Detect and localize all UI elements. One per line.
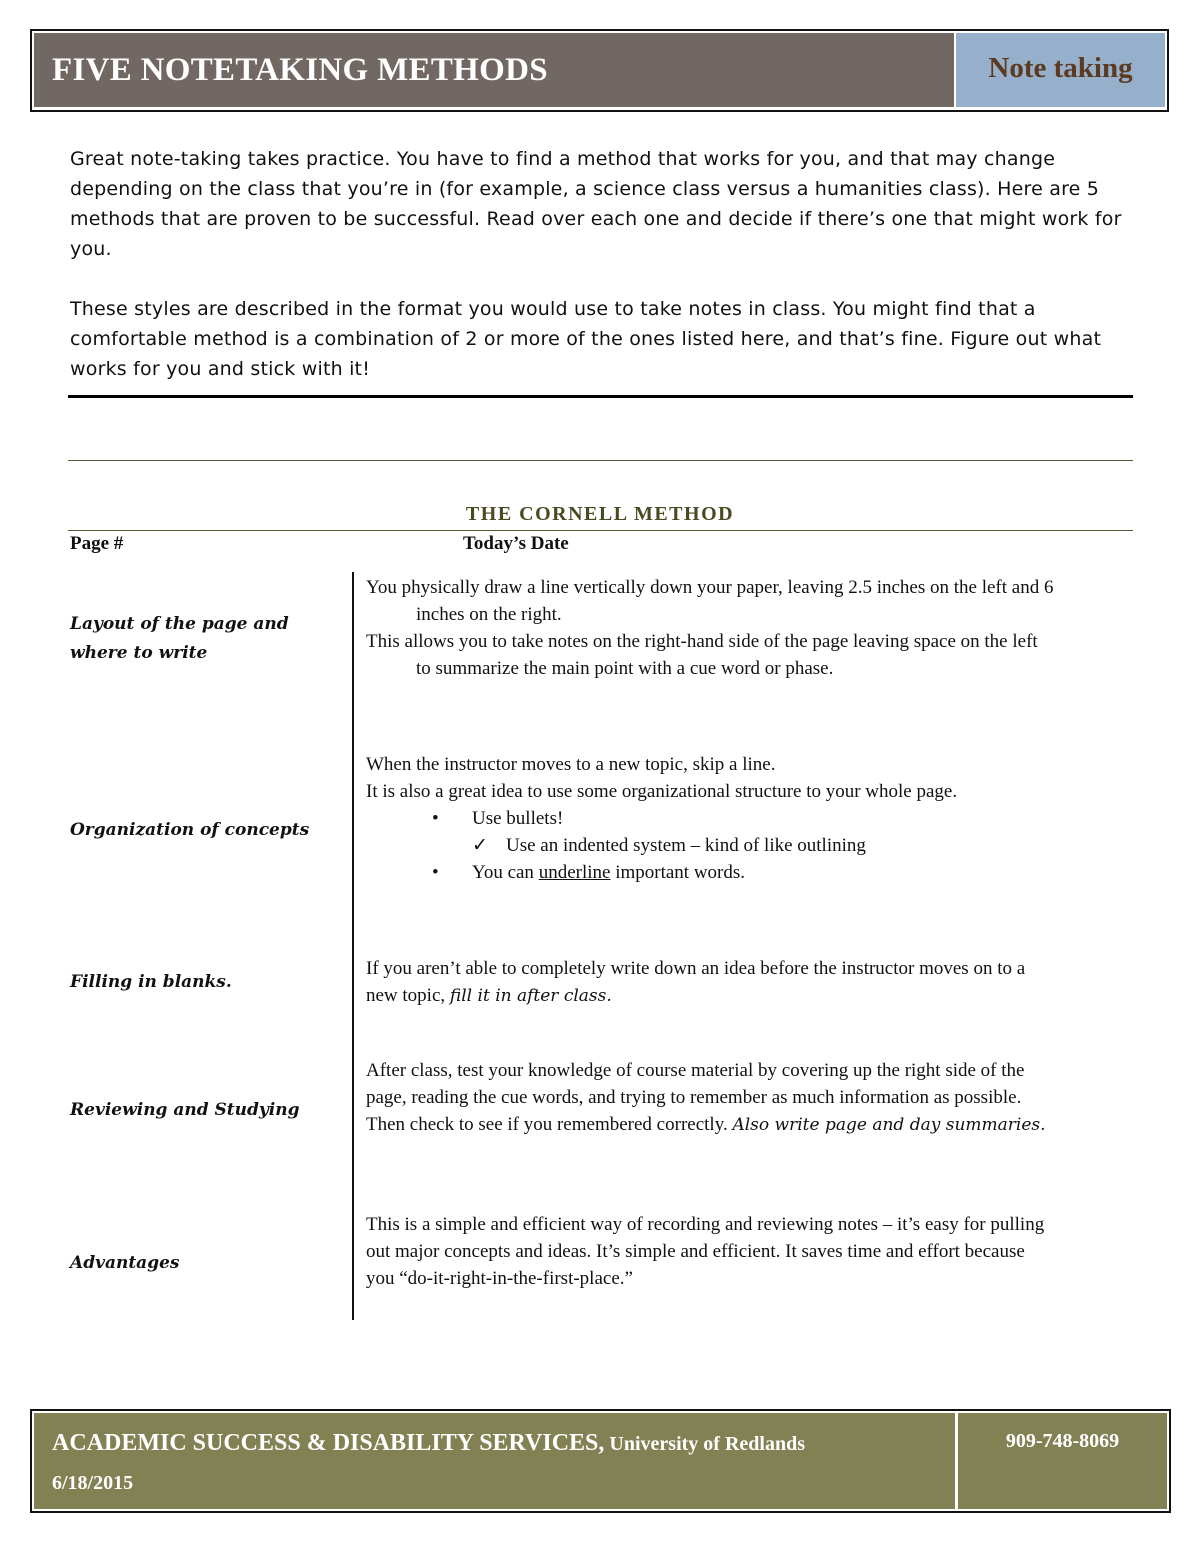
date-label: Today’s Date xyxy=(463,533,569,554)
note-filling: If you aren’t able to completely write down an idea before the instructor moves on to a new topic, fill it in after class. xyxy=(366,958,1026,1006)
footer-left-box xyxy=(34,1413,955,1509)
checkmark-icon: ✓ xyxy=(472,835,488,856)
handwritten-note: Also write page and day summaries. xyxy=(732,1115,1046,1135)
bullet-icon: • xyxy=(432,808,439,829)
divider-thin xyxy=(68,460,1133,461)
cue-advantages: Advantages xyxy=(70,1253,180,1273)
list-item: • You can underline important words. xyxy=(366,859,1056,886)
bullet-icon: • xyxy=(432,862,439,883)
footer-date: 6/18/2015 xyxy=(52,1472,134,1494)
note-reviewing: After class, test your knowledge of course material by covering up the right side of the page, reading the cue words, and trying to remember as much information as possible. Then check to see if you remembered correctly. Also write page and day summaries. xyxy=(366,1060,1046,1135)
note-organization-line-1: When the instructor moves to a new topic, skip a line. xyxy=(366,754,776,775)
footer-organization: ACADEMIC SUCCESS & DISABILITY SERVICES, University of Redlands xyxy=(52,1430,805,1456)
intro-paragraph-1: Great note-taking takes practice. You have to find a method that works for you, and that may change depending on the class that you’re in (for example, a science class versus a humanities class). Here are 5 methods that are proven to be successful. Read over each one and decide if there’s one that might work for you. xyxy=(70,148,1122,260)
intro-paragraph-2: These styles are described in the format you would use to take notes in class. You might find that a comfortable method is a combination of 2 or more of the ones listed here, and that’s fine. Figure out what works for you and stick with it! xyxy=(70,298,1102,380)
underlined-word: underline xyxy=(538,862,611,883)
list-item: • Use bullets! xyxy=(366,805,1056,832)
page-number-label: Page # xyxy=(70,533,124,554)
cue-reviewing: Reviewing and Studying xyxy=(70,1100,300,1120)
footer-right-box xyxy=(958,1413,1167,1509)
footer-university: University of Redlands xyxy=(604,1433,805,1455)
cue-organization: Organization of concepts xyxy=(70,820,310,840)
note-layout-line-1: You physically draw a line vertically down your paper, leaving 2.5 inches on the left and 6 inches on the right. xyxy=(366,577,1054,625)
note-layout-line-2: This allows you to take notes on the right-hand side of the page leaving space on the left to summarize the main point with a cue word or phase. xyxy=(366,631,1038,679)
cue-layout: Layout of the page and where to write xyxy=(70,614,289,663)
section-title-rule xyxy=(68,530,1133,531)
note-layout xyxy=(366,574,1056,682)
list-item: ✓ Use an indented system – kind of like outlining xyxy=(366,832,1056,859)
section-title: THE CORNELL METHOD xyxy=(465,503,735,525)
note-organization xyxy=(366,751,1056,886)
footer-phone: 909-748-8069 xyxy=(1005,1430,1120,1452)
divider-thick xyxy=(68,395,1133,398)
cue-filling: Filling in blanks. xyxy=(70,972,232,992)
cue-column-divider xyxy=(352,572,354,1320)
handwritten-note: fill it in after class. xyxy=(449,986,612,1006)
page-title: FIVE NOTETAKING METHODS xyxy=(52,52,548,88)
header-tag: Note taking xyxy=(988,52,1133,84)
note-advantages: This is a simple and efficient way of recording and reviewing notes – it’s easy for pulling out major concepts and ideas. It’s simple and efficient. It saves time and effort because you “do-it-right-in-the-first-place.” xyxy=(366,1214,1045,1289)
note-organization-line-2: It is also a great idea to use some organizational structure to your whole page. xyxy=(366,781,958,802)
